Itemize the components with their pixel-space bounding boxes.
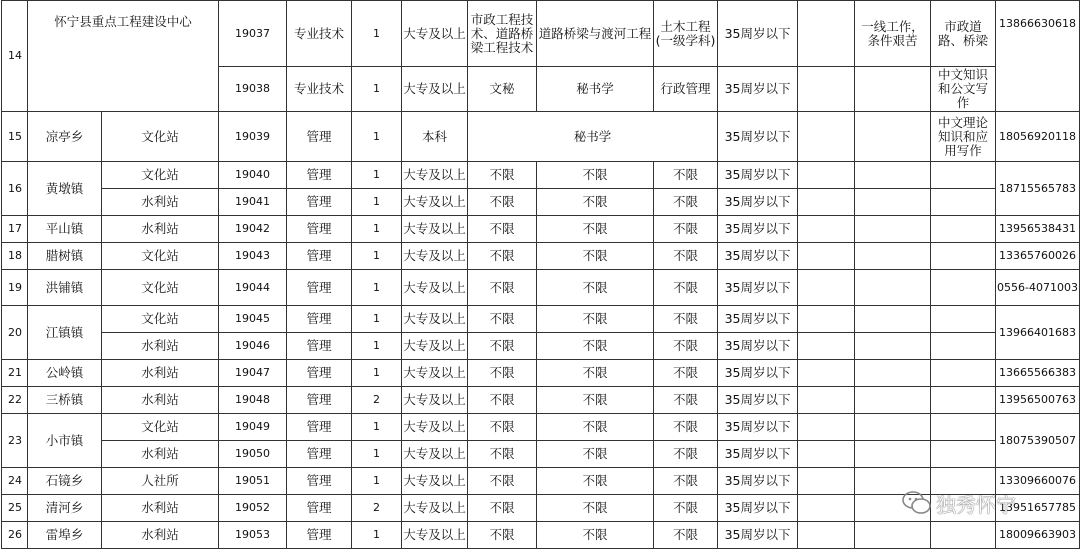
major-graduate: 不限 (654, 333, 718, 360)
unit-name: 怀宁县重点工程建设中心 (28, 1, 219, 112)
contact-phone: 18075390507 (996, 414, 1080, 468)
age-limit: 35周岁以下 (718, 333, 798, 360)
row-index: 22 (2, 387, 28, 414)
major-graduate: 土木工程(一级学科) (654, 1, 718, 67)
education: 大专及以上 (402, 67, 468, 112)
post-type: 管理 (287, 468, 352, 495)
post-code: 19049 (219, 414, 287, 441)
post-count: 1 (352, 112, 402, 162)
post-count: 1 (352, 414, 402, 441)
contact-phone: 18009663903 (996, 522, 1080, 549)
post-type: 管理 (287, 216, 352, 243)
post-count: 2 (352, 387, 402, 414)
post-type: 管理 (287, 243, 352, 270)
station-name: 文化站 (102, 306, 219, 333)
post-count: 1 (352, 360, 402, 387)
age-limit: 35周岁以下 (718, 162, 798, 189)
row-index: 17 (2, 216, 28, 243)
exam-content (931, 387, 996, 414)
major-college: 不限 (468, 270, 537, 306)
exam-content (931, 414, 996, 441)
table-row (2, 306, 1080, 333)
major-bachelor: 不限 (537, 189, 654, 216)
row-index: 16 (2, 162, 28, 216)
age-limit: 35周岁以下 (718, 1, 798, 67)
major-college: 不限 (468, 333, 537, 360)
age-limit: 35周岁以下 (718, 360, 798, 387)
post-code: 19043 (219, 243, 287, 270)
major-bachelor: 不限 (537, 387, 654, 414)
post-count: 1 (352, 189, 402, 216)
exam-content (931, 189, 996, 216)
major-graduate: 不限 (654, 162, 718, 189)
row-index: 18 (2, 243, 28, 270)
education: 大专及以上 (402, 162, 468, 189)
unit-name: 公岭镇 (28, 360, 102, 387)
post-type: 管理 (287, 387, 352, 414)
major-bachelor: 道路桥梁与渡河工程 (537, 1, 654, 67)
education: 大专及以上 (402, 441, 468, 468)
age-limit: 35周岁以下 (718, 441, 798, 468)
major-graduate: 不限 (654, 189, 718, 216)
wechat-icon (902, 490, 932, 516)
station-name: 水利站 (102, 360, 219, 387)
other-condition (798, 162, 855, 189)
station-name: 文化站 (102, 112, 219, 162)
other-condition (798, 360, 855, 387)
table-row (2, 189, 1080, 216)
exam-content (931, 441, 996, 468)
station-name: 文化站 (102, 270, 219, 306)
recruitment-table (1, 0, 1080, 549)
contact-phone: 18056920118 (996, 112, 1080, 162)
post-code: 19047 (219, 360, 287, 387)
contact-phone: 13309660076 (996, 468, 1080, 495)
row-index: 26 (2, 522, 28, 549)
row-index: 20 (2, 306, 28, 360)
contact-phone: 13956538431 (996, 216, 1080, 243)
age-limit: 35周岁以下 (718, 67, 798, 112)
post-type: 管理 (287, 306, 352, 333)
other-condition (798, 387, 855, 414)
age-limit: 35周岁以下 (718, 216, 798, 243)
post-code: 19044 (219, 270, 287, 306)
major-bachelor: 不限 (537, 495, 654, 522)
exam-content (931, 216, 996, 243)
exam-content (931, 333, 996, 360)
education: 大专及以上 (402, 243, 468, 270)
post-type: 管理 (287, 360, 352, 387)
unit-name: 小市镇 (28, 414, 102, 468)
unit-name: 黄墩镇 (28, 162, 102, 216)
major-college: 不限 (468, 162, 537, 189)
post-code: 19041 (219, 189, 287, 216)
unit-name: 凉亭乡 (28, 112, 102, 162)
major-graduate: 行政管理 (654, 67, 718, 112)
other-condition (798, 441, 855, 468)
station-name: 水利站 (102, 387, 219, 414)
station-name: 水利站 (102, 333, 219, 360)
station-name: 文化站 (102, 243, 219, 270)
other-condition (798, 189, 855, 216)
station-name: 水利站 (102, 216, 219, 243)
other-condition (798, 270, 855, 306)
row-index: 25 (2, 495, 28, 522)
exam-content: 中文知识和公文写作 (931, 67, 996, 112)
exam-content: 中文理论知识和应用写作 (931, 112, 996, 162)
table-row (2, 522, 1080, 549)
major-graduate: 不限 (654, 216, 718, 243)
post-type: 专业技术 (287, 67, 352, 112)
exam-content (931, 522, 996, 549)
major-bachelor: 不限 (537, 243, 654, 270)
post-condition (855, 112, 931, 162)
post-condition (855, 243, 931, 270)
post-count: 1 (352, 270, 402, 306)
major-graduate: 不限 (654, 270, 718, 306)
age-limit: 35周岁以下 (718, 112, 798, 162)
major-bachelor: 不限 (537, 333, 654, 360)
station-name: 人社所 (102, 468, 219, 495)
post-count: 1 (352, 67, 402, 112)
major-college: 不限 (468, 414, 537, 441)
unit-name: 三桥镇 (28, 387, 102, 414)
post-condition (855, 270, 931, 306)
post-code: 19048 (219, 387, 287, 414)
table-row (2, 270, 1080, 306)
table-row (2, 216, 1080, 243)
table-row (2, 243, 1080, 270)
row-index: 14 (2, 1, 28, 112)
age-limit: 35周岁以下 (718, 270, 798, 306)
post-code: 19052 (219, 495, 287, 522)
post-type: 专业技术 (287, 1, 352, 67)
exam-content (931, 243, 996, 270)
contact-phone: 13665566383 (996, 360, 1080, 387)
unit-name: 平山镇 (28, 216, 102, 243)
watermark-text: 独秀怀宁 (936, 492, 1016, 517)
post-code: 19037 (219, 1, 287, 67)
post-type: 管理 (287, 270, 352, 306)
row-index: 21 (2, 360, 28, 387)
major-college: 市政工程技术、道路桥梁工程技术 (468, 1, 537, 67)
education: 大专及以上 (402, 1, 468, 67)
age-limit: 35周岁以下 (718, 306, 798, 333)
major-graduate: 不限 (654, 495, 718, 522)
post-condition (855, 67, 931, 112)
education: 大专及以上 (402, 189, 468, 216)
station-name: 文化站 (102, 414, 219, 441)
table-row (2, 414, 1080, 441)
row-index: 23 (2, 414, 28, 468)
major-bachelor: 不限 (537, 441, 654, 468)
major-college: 不限 (468, 216, 537, 243)
post-condition (855, 441, 931, 468)
major-bachelor: 不限 (537, 360, 654, 387)
other-condition (798, 243, 855, 270)
other-condition (798, 414, 855, 441)
major-bachelor: 不限 (537, 216, 654, 243)
table-row (2, 1, 1080, 67)
station-name: 文化站 (102, 162, 219, 189)
exam-content: 市政道路、桥梁 (931, 1, 996, 67)
major-graduate: 不限 (654, 441, 718, 468)
education: 大专及以上 (402, 216, 468, 243)
post-code: 19046 (219, 333, 287, 360)
post-type: 管理 (287, 333, 352, 360)
post-type: 管理 (287, 495, 352, 522)
post-type: 管理 (287, 441, 352, 468)
post-code: 19051 (219, 468, 287, 495)
education: 本科 (402, 112, 468, 162)
age-limit: 35周岁以下 (718, 243, 798, 270)
exam-content (931, 270, 996, 306)
major-graduate: 不限 (654, 306, 718, 333)
major-college: 不限 (468, 468, 537, 495)
post-count: 1 (352, 333, 402, 360)
post-count: 1 (352, 1, 402, 67)
major-bachelor: 不限 (537, 270, 654, 306)
post-type: 管理 (287, 414, 352, 441)
other-condition (798, 495, 855, 522)
station-name: 水利站 (102, 495, 219, 522)
education: 大专及以上 (402, 468, 468, 495)
post-code: 19039 (219, 112, 287, 162)
post-condition (855, 333, 931, 360)
post-condition (855, 360, 931, 387)
post-count: 1 (352, 441, 402, 468)
post-count: 1 (352, 162, 402, 189)
major-graduate: 不限 (654, 468, 718, 495)
education: 大专及以上 (402, 270, 468, 306)
contact-phone: 18715565783 (996, 162, 1080, 216)
post-count: 2 (352, 495, 402, 522)
major-bachelor: 不限 (537, 414, 654, 441)
unit-name: 雷埠乡 (28, 522, 102, 549)
age-limit: 35周岁以下 (718, 495, 798, 522)
major-bachelor: 秘书学 (537, 67, 654, 112)
row-index: 15 (2, 112, 28, 162)
post-type: 管理 (287, 522, 352, 549)
major: 秘书学 (468, 112, 718, 162)
age-limit: 35周岁以下 (718, 387, 798, 414)
row-index: 24 (2, 468, 28, 495)
major-graduate: 不限 (654, 360, 718, 387)
education: 大专及以上 (402, 360, 468, 387)
station-name: 水利站 (102, 522, 219, 549)
table-row (2, 360, 1080, 387)
other-condition (798, 67, 855, 112)
other-condition (798, 216, 855, 243)
major-bachelor: 不限 (537, 306, 654, 333)
table-row (2, 441, 1080, 468)
post-code: 19038 (219, 67, 287, 112)
exam-content (931, 360, 996, 387)
other-condition (798, 522, 855, 549)
post-type: 管理 (287, 162, 352, 189)
watermark (902, 488, 1016, 518)
post-count: 1 (352, 306, 402, 333)
post-condition: 一线工作，条件艰苦 (855, 1, 931, 67)
other-condition (798, 333, 855, 360)
major-bachelor: 不限 (537, 522, 654, 549)
major-graduate: 不限 (654, 414, 718, 441)
other-condition (798, 306, 855, 333)
post-condition (855, 522, 931, 549)
table-row (2, 162, 1080, 189)
post-condition (855, 162, 931, 189)
major-college: 不限 (468, 495, 537, 522)
post-condition (855, 387, 931, 414)
unit-name: 腊树镇 (28, 243, 102, 270)
unit-name: 清河乡 (28, 495, 102, 522)
unit-name: 石镜乡 (28, 468, 102, 495)
post-condition (855, 216, 931, 243)
education: 大专及以上 (402, 522, 468, 549)
contact-phone: 13956500763 (996, 387, 1080, 414)
major-graduate: 不限 (654, 243, 718, 270)
major-bachelor: 不限 (537, 468, 654, 495)
post-code: 19045 (219, 306, 287, 333)
post-code: 19042 (219, 216, 287, 243)
exam-content (931, 162, 996, 189)
education: 大专及以上 (402, 414, 468, 441)
post-count: 1 (352, 468, 402, 495)
age-limit: 35周岁以下 (718, 468, 798, 495)
table-row (2, 112, 1080, 162)
post-count: 1 (352, 216, 402, 243)
education: 大专及以上 (402, 387, 468, 414)
age-limit: 35周岁以下 (718, 189, 798, 216)
contact-phone: 13966401683 (996, 306, 1080, 360)
major-graduate: 不限 (654, 522, 718, 549)
post-code: 19050 (219, 441, 287, 468)
post-count: 1 (352, 243, 402, 270)
post-code: 19040 (219, 162, 287, 189)
other-condition (798, 112, 855, 162)
post-code: 19053 (219, 522, 287, 549)
other-condition (798, 468, 855, 495)
station-name: 水利站 (102, 189, 219, 216)
unit-name: 洪铺镇 (28, 270, 102, 306)
major-college: 不限 (468, 243, 537, 270)
education: 大专及以上 (402, 306, 468, 333)
post-condition (855, 306, 931, 333)
major-college: 不限 (468, 360, 537, 387)
major-bachelor: 不限 (537, 162, 654, 189)
contact-phone: 13365760026 (996, 243, 1080, 270)
post-condition (855, 414, 931, 441)
unit-name: 江镇镇 (28, 306, 102, 360)
major-college: 文秘 (468, 67, 537, 112)
major-college: 不限 (468, 441, 537, 468)
education: 大专及以上 (402, 333, 468, 360)
major-college: 不限 (468, 306, 537, 333)
age-limit: 35周岁以下 (718, 522, 798, 549)
station-name: 水利站 (102, 441, 219, 468)
other-condition (798, 1, 855, 67)
post-type: 管理 (287, 112, 352, 162)
major-college: 不限 (468, 522, 537, 549)
major-college: 不限 (468, 387, 537, 414)
post-type: 管理 (287, 189, 352, 216)
age-limit: 35周岁以下 (718, 414, 798, 441)
exam-content (931, 306, 996, 333)
contact-phone: 13951657785 (996, 495, 1080, 522)
table-row (2, 387, 1080, 414)
table-row (2, 333, 1080, 360)
major-college: 不限 (468, 189, 537, 216)
row-index: 19 (2, 270, 28, 306)
post-condition (855, 189, 931, 216)
education: 大专及以上 (402, 495, 468, 522)
major-graduate: 不限 (654, 387, 718, 414)
post-count: 1 (352, 522, 402, 549)
contact-phone: 0556-4071003 (996, 270, 1080, 306)
contact-phone: 13866630618 (996, 1, 1080, 112)
